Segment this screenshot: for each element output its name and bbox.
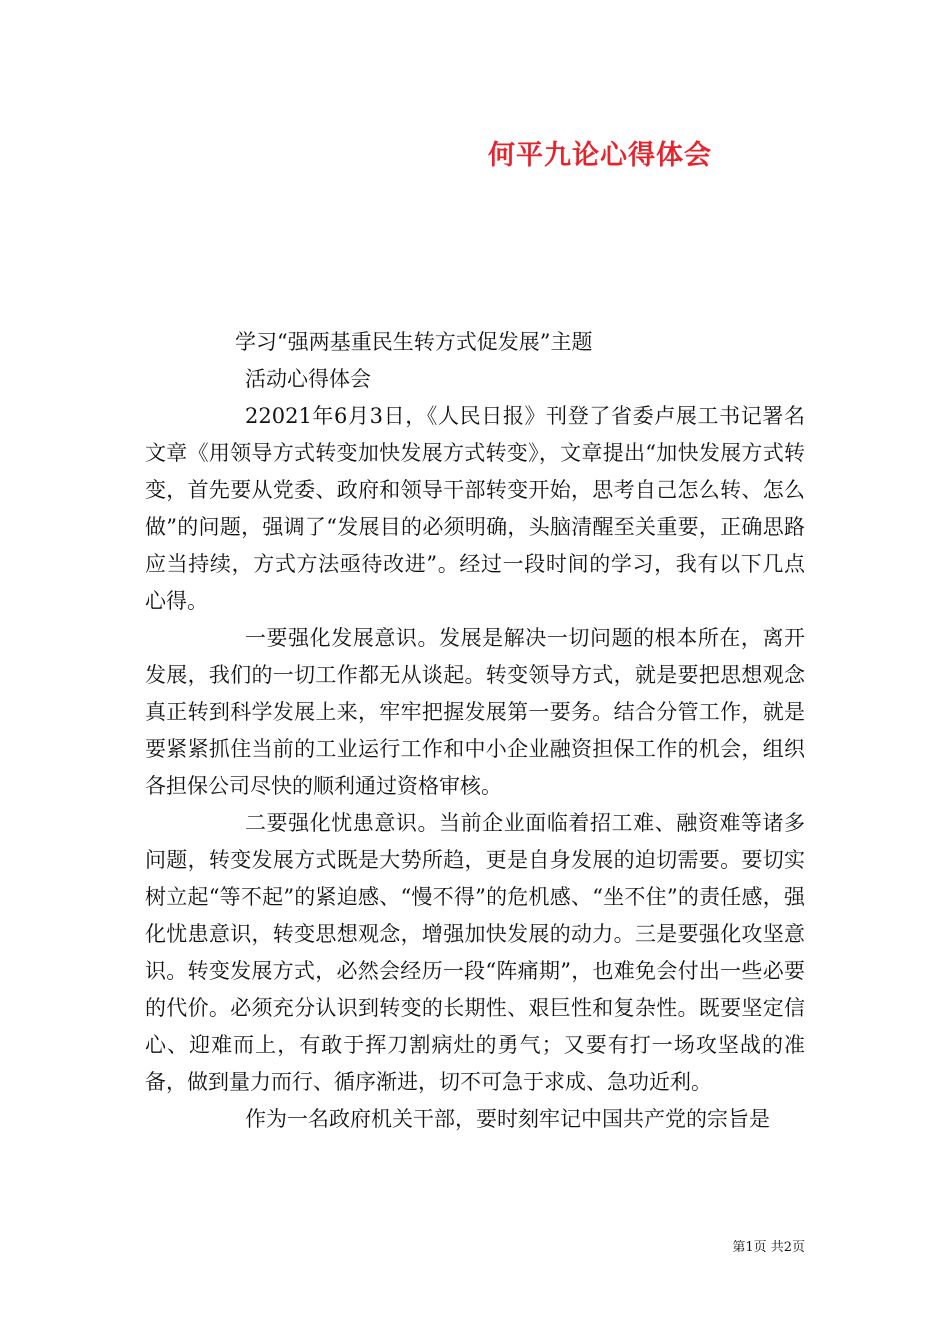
page-number: 第1页 共2页 xyxy=(732,1240,805,1255)
document-title: 何平九论心得体会 xyxy=(488,140,712,171)
paragraph-1: 22021年6月3日，《人民日报》刊登了省委卢展工书记署名文章《用领导方式转变加快发展方式转变》，文章提出“加快发展方式转变，首先要从党委、政府和领导干部转变开始，思考自己怎么转、怎么做”的问题，强调了“发展目的必须明确，头脑清醒至关重要，正确思路应当持续，方式方法亟待改进”。经过一段时间的学习，我有以下几点心得。 xyxy=(145,404,805,613)
subtitle-line-2: 活动心得体会 xyxy=(245,367,371,391)
paragraph-4: 作为一名政府机关干部，要时刻牢记中国共产党的宗旨是 xyxy=(245,1107,770,1131)
paragraph-3: 二要强化忧患意识。当前企业面临着招工难、融资难等诸多问题，转变发展方式既是大势所趋，更是自身发展的迫切需要。要切实树立起“等不起”的紧迫感、“慢不得”的危机感、“坐不住”的责任感，强化忧患意识，转变思想观念，增强加快发展的动力。三是要强化攻坚意识。转变发展方式，必然会经历一段“阵痛期”，也难免会付出一些必要的代价。必须充分认识到转变的长期性、艰巨性和复杂性。既要坚定信心、迎难而上，有敢于挥刀割病灶的勇气；又要有打一场攻坚战的准备，做到量力而行、循序渐进，切不可急于求成、急功近利。 xyxy=(145,811,805,1094)
paragraph-2: 一要强化发展意识。发展是解决一切问题的根本所在，离开发展，我们的一切工作都无从谈起。转变领导方式，就是要把思想观念真正转到科学发展上来，牢牢把握发展第一要务。结合分管工作，就是要紧紧抓住当前的工业运行工作和中小企业融资担保工作的机会，组织各担保公司尽快的顺利通过资格审核。 xyxy=(145,626,805,798)
subtitle-line-1: 学习“强两基重民生转方式促发展”主题 xyxy=(235,330,593,354)
document-body xyxy=(145,324,805,1138)
